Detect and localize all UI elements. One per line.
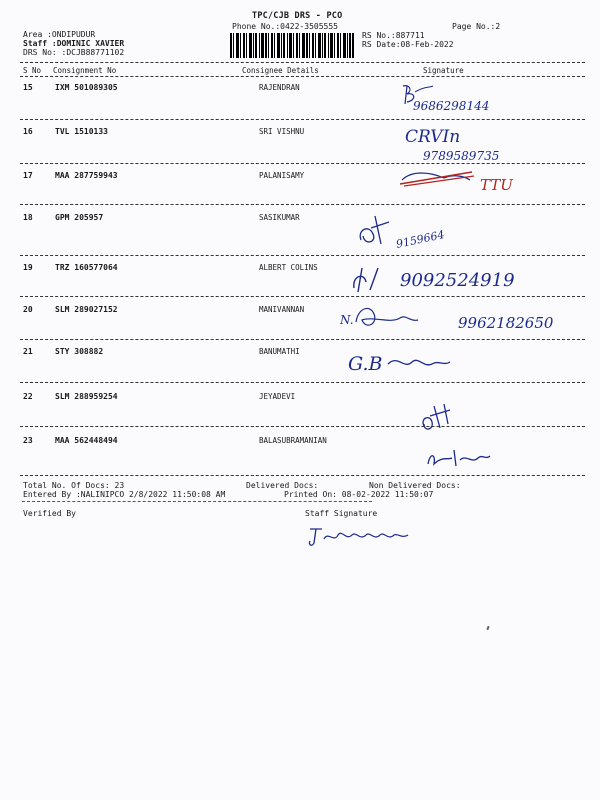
- staff-label: Staff :DOMINIC XAVIER: [23, 39, 125, 48]
- row-divider: [20, 119, 585, 120]
- row-consignment: TVL 1510133: [55, 127, 108, 136]
- row-sno: 17: [23, 171, 33, 180]
- row-sno: 16: [23, 127, 33, 136]
- row-consignee: PALANISAMY: [259, 171, 305, 180]
- footer-rule: [22, 501, 372, 502]
- document-title: TPC/CJB DRS - PCO: [252, 11, 343, 21]
- page-number: Page No.:2: [452, 22, 501, 31]
- signature-handwritten: [348, 348, 468, 382]
- row-consignment: MAA 287759943: [55, 171, 118, 180]
- row-sno: 22: [23, 392, 33, 401]
- row-consignee: ALBERT COLINS: [259, 263, 318, 272]
- col-header-signature: Signature: [423, 66, 464, 75]
- signature-handwritten: [405, 122, 525, 166]
- row-consignee: BANUMATHI: [259, 347, 300, 356]
- signature-phone-text: 9686298144: [413, 99, 490, 113]
- signature-phone-text: 9962182650: [458, 314, 554, 332]
- row-sno: 21: [23, 347, 33, 356]
- svg-text:CRVIn: CRVIn: [405, 127, 461, 147]
- header-top-rule: [20, 62, 585, 63]
- stray-mark: [486, 626, 489, 630]
- col-header-consignee: Consignee Details: [242, 66, 319, 75]
- signature-handwritten: [424, 446, 504, 474]
- signature-handwritten: [350, 262, 560, 300]
- row-divider: [20, 382, 585, 383]
- row-consignment: MAA 562448494: [55, 436, 118, 445]
- row-divider: [20, 163, 585, 164]
- signature-phone-text: 9789589735: [423, 149, 500, 163]
- staff-signature-label: Staff Signature: [305, 509, 378, 518]
- entered-by: Entered By :NALINIPCO 2/8/2022 11:50:08 AM: [23, 490, 226, 499]
- row-consignee: MANIVANNAN: [259, 305, 305, 314]
- row-divider: [20, 339, 585, 340]
- row-consignment: SLM 288959254: [55, 392, 118, 401]
- verified-by-label: Verified By: [23, 509, 76, 518]
- area-label: Area :ONDIPUDUR: [23, 30, 96, 39]
- row-consignee: SRI VISHNU: [259, 127, 305, 136]
- row-divider: [20, 255, 585, 256]
- header-bottom-rule: [20, 76, 585, 77]
- row-consignee: SASIKUMAR: [259, 213, 300, 222]
- signature-handwritten: [395, 82, 505, 120]
- row-sno: 19: [23, 263, 33, 272]
- row-consignment: IXM 501089305: [55, 83, 118, 92]
- phone-number: Phone No.:0422-3505555: [232, 22, 338, 31]
- row-sno: 20: [23, 305, 33, 314]
- signature-handwritten: [400, 168, 520, 206]
- barcode: [230, 33, 354, 58]
- printed-on: Printed On: 08-02-2022 11:50:07: [284, 490, 434, 499]
- row-consignment: SLM 289027152: [55, 305, 118, 314]
- row-divider: [20, 204, 585, 205]
- signature-handwritten: [355, 206, 475, 256]
- signature-handwritten: [340, 300, 570, 340]
- row-consignee: RAJENDRAN: [259, 83, 300, 92]
- row-sno: 18: [23, 213, 33, 222]
- row-consignment: TRZ 160577064: [55, 263, 118, 272]
- col-header-sno: S No: [23, 66, 42, 75]
- signature-phone-text: 9092524919: [400, 270, 515, 291]
- signature-initials-text: G.B: [348, 353, 383, 375]
- table-bottom-rule: [20, 475, 585, 476]
- signature-red-text: TTU: [480, 176, 513, 194]
- row-sno: 23: [23, 436, 33, 445]
- row-sno: 15: [23, 83, 33, 92]
- row-consignee: BALASUBRAMANIAN: [259, 436, 327, 445]
- signature-handwritten: [418, 398, 478, 438]
- staff-signature-handwritten: [308, 523, 418, 553]
- row-consignee: JEYADEVI: [259, 392, 296, 401]
- row-divider: [20, 296, 585, 297]
- row-consignment: STY 308882: [55, 347, 104, 356]
- col-header-consignment: Consignment No: [53, 66, 117, 75]
- delivered-docs: Delivered Docs:: [246, 481, 319, 490]
- rs-number: RS No.:887711: [362, 31, 425, 40]
- rs-date: RS Date:08-Feb-2022: [362, 40, 454, 49]
- drs-number: DRS No: :DCJB88771102: [23, 48, 125, 57]
- non-delivered-docs: Non Delivered Docs:: [369, 481, 461, 490]
- row-divider: [20, 426, 585, 427]
- total-docs: Total No. Of Docs: 23: [23, 481, 125, 490]
- signature-phone-text: 9159664: [394, 228, 446, 251]
- svg-text:N.: N.: [340, 313, 354, 327]
- row-consignment: GPM 205957: [55, 213, 104, 222]
